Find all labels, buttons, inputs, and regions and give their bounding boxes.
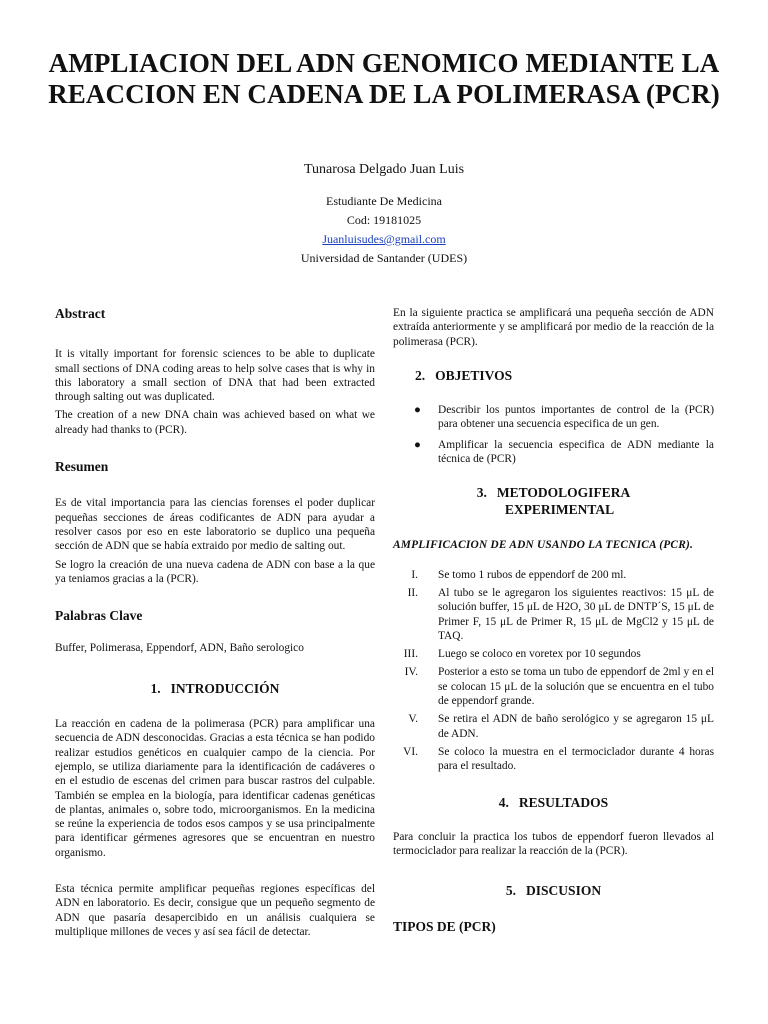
methodology-title-1: METODOLOGIFERA xyxy=(496,485,631,501)
results-title: RESULTADOS xyxy=(518,794,609,810)
pcr-types-heading: TIPOS DE (PCR) xyxy=(393,918,496,934)
discussion-number: 5. xyxy=(505,883,517,899)
objectives-heading xyxy=(393,369,714,383)
student-code: Cod: 19181025 xyxy=(346,213,422,227)
results-number: 4. xyxy=(498,794,509,810)
list-item: I. Se tomo 1 rubos de eppendorf de 200 ml. xyxy=(411,568,627,581)
intro-title: INTRODUCCIÓN xyxy=(170,680,280,696)
list-item: ● Describir los puntos importantes de control de la (PCR) para obtener una secuencia especifica de un gen. xyxy=(414,404,714,431)
paper-title: AMPLIACION DEL ADN GENOMICO MEDIANTE LA REACCION EN CADENA DE LA POLIMERASA (PCR) xyxy=(48,48,720,109)
abstract-heading: Abstract xyxy=(55,306,106,321)
list-item: III. Luego se coloco en voretex por 10 segundos xyxy=(403,648,641,661)
list-item: VI. Se coloco la muestra en el termociclador durante 4 horas para el resultado. xyxy=(403,745,714,773)
discussion-heading xyxy=(393,884,714,898)
keywords-heading: Palabras Clave xyxy=(55,608,143,624)
resumen-paragraph-2: Se logro la creación de una nueva cadena de ADN con base a la que ya teniamos gracias a la (PCR). xyxy=(55,558,375,585)
author-block xyxy=(84,160,684,268)
results-paragraph: Para concluir la practica los tubos de eppendorf fueron llevados al termociclador para realizar la reacción de la (PCR). xyxy=(393,830,714,858)
methodology-title-2: EXPERIMENTAL xyxy=(504,502,615,518)
list-item: II. Al tubo se le agregaron los siguientes reactivos: 15 μL de solución buffer, 15 μL de H2O, 30 μL de DNTP´S, 15 μL de Primer F, 15 μL de Primer R, 15 μL de MgCl2 y 15 μL de TAQ. xyxy=(407,586,714,642)
intro-continued: En la siguiente practica se amplificará una pequeña sección de ADN extraída anteriormente y se amplificará por medio de la reacción de la polimerasa (PCR). xyxy=(393,307,714,348)
amplification-subheading: AMPLIFICACION DE ADN USANDO LA TECNICA (PCR). xyxy=(393,539,694,552)
list-item: ● Amplificar la secuencia especifica de ADN mediante la técnica de (PCR) xyxy=(414,438,714,466)
methodology-number: 3. xyxy=(476,485,487,501)
abstract-paragraph-1: It is vitally important for forensic sciences to be able to duplicate small sections of DNA coding areas to help solve cases that is why in this laboratory a small section of DNA that had been extracted through salting out was duplicated. xyxy=(55,348,375,404)
methodology-heading xyxy=(393,484,714,518)
keywords-text: Buffer, Polimerasa, Eppendorf, ADN, Baño serologico xyxy=(55,642,304,655)
resumen-heading: Resumen xyxy=(55,459,109,475)
bullet-icon: ● xyxy=(414,438,421,451)
left-column xyxy=(55,300,375,939)
email-link[interactable]: Juanluisudes@gmail.com xyxy=(322,232,446,246)
university: Universidad de Santander (UDES) xyxy=(300,251,468,265)
objectives-number: 2. xyxy=(415,367,426,383)
intro-paragraph-2: Esta técnica permite amplificar pequeñas regiones específicas del ADN en laboratorio. Es decir, consigue que un pequeño segmento de ADN que pasaría desapercibido en un análisis cualquiera se multiplique millones de veces y así sea fácil de detectar. xyxy=(55,883,375,938)
bullet-icon: ● xyxy=(414,404,421,417)
right-column xyxy=(393,300,714,934)
list-item: IV. Posterior a esto se toma un tubo de eppendorf de 2ml y en el se colocan 15 μL de la solución que se encuentra en el tubo de eppendorf grande. xyxy=(404,666,714,708)
author-role: Estudiante De Medicina xyxy=(326,194,442,208)
objectives-list xyxy=(393,403,714,466)
resumen-paragraph-1: Es de vital importancia para las ciencias forenses el poder duplicar pequeñas secciones de áreas codificantes de ADN para ayudar a resolver casos por eso en este laboratorio se duplico una pequeña sección de ADN que se había extraido por medio de salting out. xyxy=(55,497,375,553)
discussion-title: DISCUSION xyxy=(526,883,602,899)
abstract-paragraph-2: The creation of a new DNA chain was achieved based on what we already had thanks to (PCR). xyxy=(55,409,375,436)
list-item: V. Se retira el ADN de baño serológico y se agregaron 15 μL de ADN. xyxy=(408,713,714,740)
intro-heading xyxy=(55,682,375,696)
author-name: Tunarosa Delgado Juan Luis xyxy=(303,162,465,177)
objectives-title: OBJETIVOS xyxy=(435,367,513,383)
results-heading xyxy=(393,796,714,810)
intro-number: 1. xyxy=(150,680,161,696)
procedure-steps xyxy=(393,568,714,774)
intro-paragraph-1: La reacción en cadena de la polimerasa (PCR) para amplificar una secuencia de ADN desconocidas. Gracias a esta técnica se han podido realizar estudios genéticos en cualquier campo de la ciencia. Por ejemplo, se utiliza diariamente para la identificación de cadáveres o en el estudio de escenas del crimen para buscar rastros del culpable. También se emplea en la biología, para identificar cadenas genéticas de plantas, animales o, sobre todo, microorganismos. En la medicina se reúne la experiencia de todos esos campos y se usa principalmente para identificar gérmenes agresores que se encuentran en nuestro organismo. xyxy=(55,718,375,859)
